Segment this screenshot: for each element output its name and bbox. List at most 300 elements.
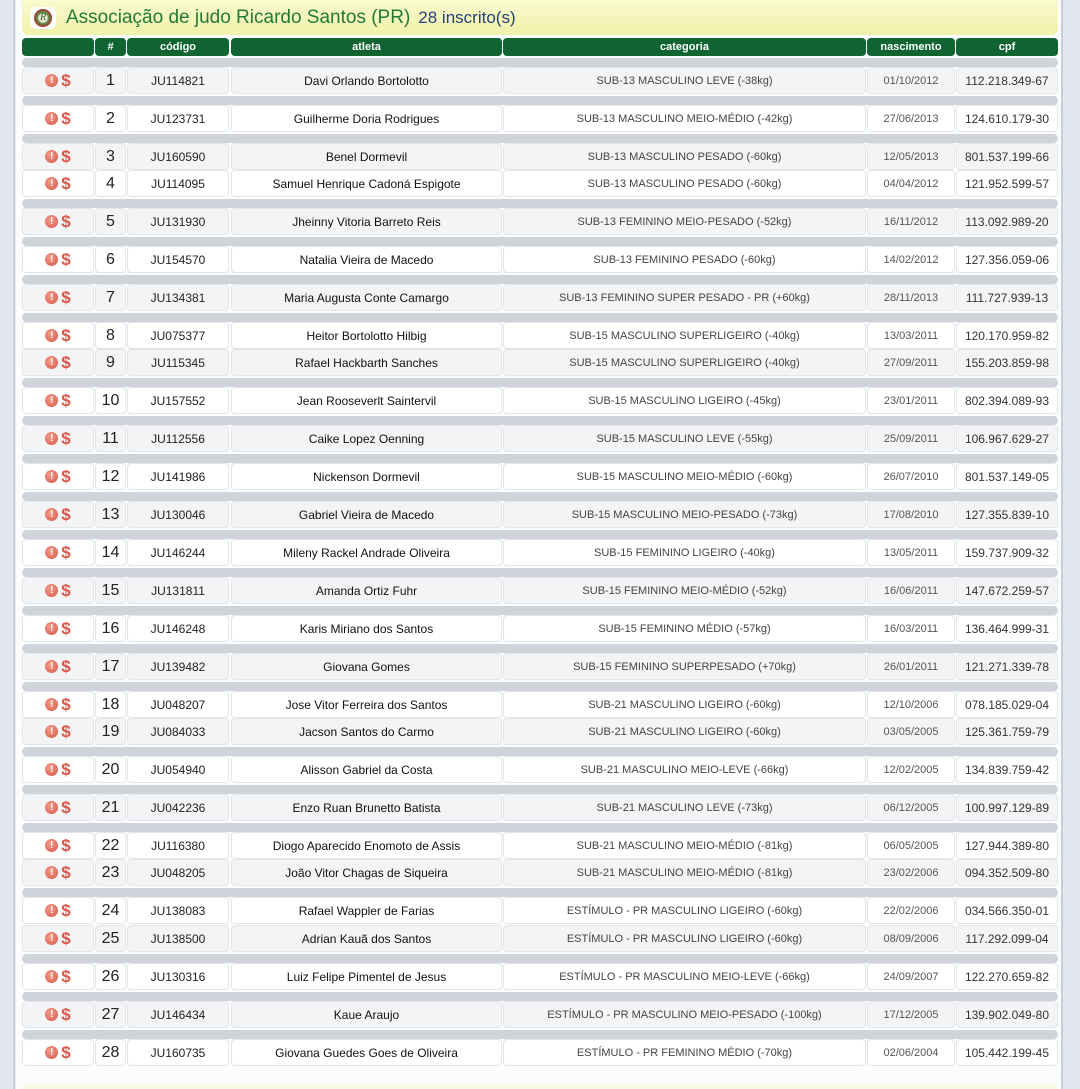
athlete-category: SUB-15 FEMININO MÉDIO (-57kg) — [503, 615, 866, 642]
athlete-name: João Vitor Chagas de Siqueira — [231, 859, 502, 886]
athlete-cpf: 127.944.389-80 — [956, 832, 1058, 859]
group-separator — [22, 199, 1058, 208]
table-row[interactable] — [22, 691, 1058, 718]
athlete-name: Davi Orlando Bortolotto — [231, 67, 502, 94]
athlete-code: JU146248 — [127, 615, 229, 642]
athlete-cpf: 106.967.629-27 — [956, 425, 1058, 452]
athlete-category: SUB-15 MASCULINO SUPERLIGEIRO (-40kg) — [503, 322, 866, 349]
row-number: 8 — [95, 322, 126, 349]
athlete-code: JU131930 — [127, 208, 229, 235]
athlete-birthdate: 25/09/2011 — [867, 425, 955, 452]
group-separator — [22, 992, 1058, 1001]
athlete-code: JU114821 — [127, 67, 229, 94]
athlete-cpf: 121.952.599-57 — [956, 170, 1058, 197]
athlete-name: Caike Lopez Oenning — [231, 425, 502, 452]
athlete-category: SUB-15 MASCULINO MEIO-PESADO (-73kg) — [503, 501, 866, 528]
athlete-birthdate: 02/06/2004 — [867, 1039, 955, 1066]
athlete-name: Enzo Ruan Brunetto Batista — [231, 794, 502, 821]
table-row[interactable] — [22, 143, 1058, 170]
club-logo — [30, 7, 56, 29]
alert-icon[interactable]: ! — [45, 432, 58, 445]
athlete-birthdate: 13/03/2011 — [867, 322, 955, 349]
table-row[interactable] — [22, 1001, 1058, 1028]
group-separator — [22, 1030, 1058, 1039]
alert-icon[interactable]: ! — [45, 1008, 58, 1021]
table-row[interactable] — [22, 425, 1058, 452]
athlete-birthdate: 27/06/2013 — [867, 105, 955, 132]
table-row[interactable] — [22, 615, 1058, 642]
athlete-code: JU138083 — [127, 897, 229, 924]
row-actions — [22, 463, 94, 490]
athlete-birthdate: 12/05/2013 — [867, 143, 955, 170]
athlete-birthdate: 04/04/2012 — [867, 170, 955, 197]
col-header-atleta[interactable]: atleta — [231, 38, 502, 56]
group-separator — [22, 237, 1058, 246]
athlete-name: Kaue Araujo — [231, 1001, 502, 1028]
group-separator — [22, 568, 1058, 577]
athlete-cpf: 112.218.349-67 — [956, 67, 1058, 94]
athlete-birthdate: 12/02/2005 — [867, 756, 955, 783]
table-row[interactable] — [22, 577, 1058, 604]
row-actions — [22, 208, 94, 235]
payment-dollar-icon[interactable]: $ — [61, 542, 71, 562]
table-row[interactable] — [22, 463, 1058, 490]
athlete-cpf: 113.092.989-20 — [956, 208, 1058, 235]
group-separator — [22, 747, 1058, 756]
alert-icon[interactable]: ! — [45, 150, 58, 163]
athlete-name: Mileny Rackel Andrade Oliveira — [231, 539, 502, 566]
payment-dollar-icon[interactable]: $ — [61, 966, 71, 986]
next-section-header — [22, 1083, 1058, 1089]
athlete-name: Nickenson Dormevil — [231, 463, 502, 490]
group-separator — [22, 823, 1058, 832]
athlete-category: SUB-15 MASCULINO MEIO-MÉDIO (-60kg) — [503, 463, 866, 490]
athlete-category: SUB-13 MASCULINO LEVE (-38kg) — [503, 67, 866, 94]
athlete-birthdate: 26/01/2011 — [867, 653, 955, 680]
row-number: 20 — [95, 756, 126, 783]
athlete-name: Benel Dormevil — [231, 143, 502, 170]
table-row[interactable] — [22, 832, 1058, 859]
athlete-name: Guilherme Doria Rodrigues — [231, 105, 502, 132]
athlete-cpf: 100.997.129-89 — [956, 794, 1058, 821]
athlete-category: SUB-21 MASCULINO MEIO-LEVE (-66kg) — [503, 756, 866, 783]
payment-dollar-icon[interactable]: $ — [61, 325, 71, 345]
row-actions — [22, 246, 94, 273]
table-row[interactable] — [22, 718, 1058, 745]
payment-dollar-icon[interactable]: $ — [61, 287, 71, 307]
alert-icon[interactable]: ! — [45, 394, 58, 407]
payment-dollar-icon[interactable]: $ — [61, 759, 71, 779]
payment-dollar-icon[interactable]: $ — [61, 428, 71, 448]
athlete-birthdate: 14/02/2012 — [867, 246, 955, 273]
payment-dollar-icon[interactable]: $ — [61, 504, 71, 524]
athlete-category: SUB-13 MASCULINO PESADO (-60kg) — [503, 143, 866, 170]
row-number: 21 — [95, 794, 126, 821]
athlete-birthdate: 17/12/2005 — [867, 1001, 955, 1028]
row-actions — [22, 170, 94, 197]
athlete-cpf: 105.442.199-45 — [956, 1039, 1058, 1066]
table-row[interactable] — [22, 246, 1058, 273]
row-actions — [22, 577, 94, 604]
table-row[interactable] — [22, 794, 1058, 821]
athlete-birthdate: 28/11/2013 — [867, 284, 955, 311]
athlete-birthdate: 06/05/2005 — [867, 832, 955, 859]
alert-icon[interactable]: ! — [45, 801, 58, 814]
row-number: 24 — [95, 897, 126, 924]
athlete-category: SUB-15 MASCULINO LIGEIRO (-45kg) — [503, 387, 866, 414]
athlete-birthdate: 16/11/2012 — [867, 208, 955, 235]
payment-dollar-icon[interactable]: $ — [61, 466, 71, 486]
table-row[interactable] — [22, 756, 1058, 783]
athlete-birthdate: 22/02/2006 — [867, 897, 955, 924]
athlete-code: JU042236 — [127, 794, 229, 821]
col-header-number[interactable]: # — [95, 38, 126, 56]
col-header-actions — [22, 38, 94, 56]
athlete-name: Luiz Felipe Pimentel de Jesus — [231, 963, 502, 990]
athlete-category: SUB-15 FEMININO LIGEIRO (-40kg) — [503, 539, 866, 566]
athlete-cpf: 034.566.350-01 — [956, 897, 1058, 924]
alert-icon[interactable]: ! — [45, 584, 58, 597]
row-number: 28 — [95, 1039, 126, 1066]
row-actions — [22, 539, 94, 566]
group-separator — [22, 275, 1058, 284]
alert-icon[interactable]: ! — [45, 1046, 58, 1059]
row-actions — [22, 925, 94, 952]
athlete-code: JU160590 — [127, 143, 229, 170]
alert-icon[interactable]: ! — [45, 839, 58, 852]
logo-emblem-icon: R — [34, 9, 52, 27]
payment-dollar-icon[interactable]: $ — [61, 211, 71, 231]
athlete-name: Diogo Aparecido Enomoto de Assis — [231, 832, 502, 859]
row-actions — [22, 322, 94, 349]
athlete-code: JU123731 — [127, 105, 229, 132]
row-actions — [22, 67, 94, 94]
payment-dollar-icon[interactable]: $ — [61, 656, 71, 676]
group-separator — [22, 58, 1058, 67]
row-number: 10 — [95, 387, 126, 414]
alert-icon[interactable]: ! — [45, 356, 58, 369]
athlete-code: JU157552 — [127, 387, 229, 414]
athlete-birthdate: 06/12/2005 — [867, 794, 955, 821]
col-header-cpf[interactable]: cpf — [956, 38, 1058, 56]
row-number: 3 — [95, 143, 126, 170]
athlete-cpf: 802.394.089-93 — [956, 387, 1058, 414]
athlete-code: JU134381 — [127, 284, 229, 311]
table-row[interactable] — [22, 67, 1058, 94]
alert-icon[interactable]: ! — [45, 866, 58, 879]
athlete-birthdate: 16/06/2011 — [867, 577, 955, 604]
athlete-category: ESTÍMULO - PR MASCULINO MEIO-PESADO (-100kg) — [503, 1001, 866, 1028]
club-header — [22, 0, 1058, 35]
athlete-category: SUB-13 MASCULINO MEIO-MÉDIO (-42kg) — [503, 105, 866, 132]
athlete-name: Rafael Wappler de Farias — [231, 897, 502, 924]
row-number: 25 — [95, 925, 126, 952]
payment-dollar-icon[interactable]: $ — [61, 146, 71, 166]
group-separator — [22, 96, 1058, 105]
athlete-name: Samuel Henrique Cadoná Espigote — [231, 170, 502, 197]
alert-icon[interactable]: ! — [45, 698, 58, 711]
athlete-category: SUB-21 MASCULINO LEVE (-73kg) — [503, 794, 866, 821]
athlete-cpf: 124.610.179-30 — [956, 105, 1058, 132]
athlete-category: SUB-21 MASCULINO LIGEIRO (-60kg) — [503, 691, 866, 718]
row-actions — [22, 143, 94, 170]
athlete-cpf: 094.352.509-80 — [956, 859, 1058, 886]
athlete-code: JU154570 — [127, 246, 229, 273]
payment-dollar-icon[interactable]: $ — [61, 108, 71, 128]
row-actions — [22, 1039, 94, 1066]
group-separator — [22, 416, 1058, 425]
athlete-code: JU160735 — [127, 1039, 229, 1066]
row-actions — [22, 832, 94, 859]
row-actions — [22, 501, 94, 528]
table-row[interactable] — [22, 387, 1058, 414]
athlete-birthdate: 23/01/2011 — [867, 387, 955, 414]
row-number: 9 — [95, 349, 126, 376]
payment-dollar-icon[interactable]: $ — [61, 618, 71, 638]
athlete-code: JU075377 — [127, 322, 229, 349]
table-row[interactable] — [22, 1039, 1058, 1066]
payment-dollar-icon[interactable]: $ — [61, 862, 71, 882]
payment-dollar-icon[interactable]: $ — [61, 580, 71, 600]
athlete-name: Jose Vitor Ferreira dos Santos — [231, 691, 502, 718]
table-row[interactable] — [22, 539, 1058, 566]
group-separator — [22, 454, 1058, 463]
group-separator — [22, 492, 1058, 501]
athlete-category: SUB-21 MASCULINO MEIO-MÉDIO (-81kg) — [503, 859, 866, 886]
athlete-code: JU048207 — [127, 691, 229, 718]
athlete-category: ESTÍMULO - PR MASCULINO LIGEIRO (-60kg) — [503, 925, 866, 952]
payment-dollar-icon[interactable]: $ — [61, 900, 71, 920]
athlete-cpf: 136.464.999-31 — [956, 615, 1058, 642]
row-actions — [22, 897, 94, 924]
athlete-category: ESTÍMULO - PR MASCULINO MEIO-LEVE (-66kg) — [503, 963, 866, 990]
athlete-code: JU112556 — [127, 425, 229, 452]
row-actions — [22, 718, 94, 745]
row-number: 7 — [95, 284, 126, 311]
athlete-code: JU146244 — [127, 539, 229, 566]
row-number: 26 — [95, 963, 126, 990]
alert-icon[interactable]: ! — [45, 546, 58, 559]
athlete-cpf: 147.672.259-57 — [956, 577, 1058, 604]
alert-icon[interactable]: ! — [45, 932, 58, 945]
athlete-cpf: 801.537.199-66 — [956, 143, 1058, 170]
alert-icon[interactable]: ! — [45, 970, 58, 983]
athlete-category: ESTÍMULO - PR MASCULINO LIGEIRO (-60kg) — [503, 897, 866, 924]
club-title: Associação de judo Ricardo Santos (PR) — [66, 6, 411, 28]
athlete-cpf: 139.902.049-80 — [956, 1001, 1058, 1028]
alert-icon[interactable]: ! — [45, 904, 58, 917]
athlete-birthdate: 26/07/2010 — [867, 463, 955, 490]
athlete-cpf: 134.839.759-42 — [956, 756, 1058, 783]
athlete-code: JU084033 — [127, 718, 229, 745]
athlete-name: Giovana Guedes Goes de Oliveira — [231, 1039, 502, 1066]
alert-icon[interactable]: ! — [45, 74, 58, 87]
row-number: 6 — [95, 246, 126, 273]
athlete-name: Jean Rooseverlt Saintervil — [231, 387, 502, 414]
payment-dollar-icon[interactable]: $ — [61, 1004, 71, 1024]
alert-icon[interactable]: ! — [45, 508, 58, 521]
athlete-name: Amanda Ortiz Fuhr — [231, 577, 502, 604]
row-number: 15 — [95, 577, 126, 604]
athlete-cpf: 120.170.959-82 — [956, 322, 1058, 349]
athlete-cpf: 159.737.909-32 — [956, 539, 1058, 566]
row-actions — [22, 425, 94, 452]
table-row[interactable] — [22, 284, 1058, 311]
group-separator — [22, 378, 1058, 387]
athlete-name: Jheinny Vitoria Barreto Reis — [231, 208, 502, 235]
row-number: 27 — [95, 1001, 126, 1028]
athlete-name: Natalia Vieira de Macedo — [231, 246, 502, 273]
athlete-cpf: 121.271.339-78 — [956, 653, 1058, 680]
payment-dollar-icon[interactable]: $ — [61, 928, 71, 948]
row-number: 12 — [95, 463, 126, 490]
col-header-codigo[interactable]: código — [127, 38, 229, 56]
athlete-cpf: 127.355.839-10 — [956, 501, 1058, 528]
payment-dollar-icon[interactable]: $ — [61, 70, 71, 90]
athlete-birthdate: 23/02/2006 — [867, 859, 955, 886]
athlete-cpf: 111.727.939-13 — [956, 284, 1058, 311]
row-number: 22 — [95, 832, 126, 859]
row-actions — [22, 349, 94, 376]
table-row[interactable] — [22, 349, 1058, 376]
table-row[interactable] — [22, 897, 1058, 924]
group-separator — [22, 644, 1058, 653]
row-actions — [22, 387, 94, 414]
row-number: 16 — [95, 615, 126, 642]
table-row[interactable] — [22, 859, 1058, 886]
row-number: 17 — [95, 653, 126, 680]
payment-dollar-icon[interactable]: $ — [61, 390, 71, 410]
row-actions — [22, 691, 94, 718]
table-row[interactable] — [22, 501, 1058, 528]
athlete-code: JU054940 — [127, 756, 229, 783]
alert-icon[interactable]: ! — [45, 112, 58, 125]
row-number: 2 — [95, 105, 126, 132]
col-header-nascimento[interactable]: nascimento — [867, 38, 955, 56]
athlete-birthdate: 13/05/2011 — [867, 539, 955, 566]
athlete-name: Alisson Gabriel da Costa — [231, 756, 502, 783]
athlete-category: SUB-15 FEMININO SUPERPESADO (+70kg) — [503, 653, 866, 680]
athlete-name: Maria Augusta Conte Camargo — [231, 284, 502, 311]
group-separator — [22, 888, 1058, 897]
athlete-name: Giovana Gomes — [231, 653, 502, 680]
group-separator — [22, 134, 1058, 143]
athlete-code: JU139482 — [127, 653, 229, 680]
athlete-code: JU141986 — [127, 463, 229, 490]
row-actions — [22, 794, 94, 821]
athlete-cpf: 122.270.659-82 — [956, 963, 1058, 990]
table-row[interactable] — [22, 208, 1058, 235]
athlete-code: JU114095 — [127, 170, 229, 197]
alert-icon[interactable]: ! — [45, 725, 58, 738]
row-actions — [22, 859, 94, 886]
athlete-category: SUB-13 MASCULINO PESADO (-60kg) — [503, 170, 866, 197]
athlete-name: Karis Miriano dos Santos — [231, 615, 502, 642]
athlete-code: JU130316 — [127, 963, 229, 990]
row-number: 13 — [95, 501, 126, 528]
alert-icon[interactable]: ! — [45, 470, 58, 483]
athlete-category: SUB-21 MASCULINO LIGEIRO (-60kg) — [503, 718, 866, 745]
payment-dollar-icon[interactable]: $ — [61, 835, 71, 855]
alert-icon[interactable]: ! — [45, 329, 58, 342]
table-row[interactable] — [22, 963, 1058, 990]
alert-icon[interactable]: ! — [45, 215, 58, 228]
athlete-birthdate: 01/10/2012 — [867, 67, 955, 94]
alert-icon[interactable]: ! — [45, 660, 58, 673]
athlete-birthdate: 24/09/2007 — [867, 963, 955, 990]
payment-dollar-icon[interactable]: $ — [61, 352, 71, 372]
table-row[interactable] — [22, 322, 1058, 349]
alert-icon[interactable]: ! — [45, 177, 58, 190]
payment-dollar-icon[interactable]: $ — [61, 721, 71, 741]
athlete-name: Rafael Hackbarth Sanches — [231, 349, 502, 376]
athlete-name: Heitor Bortolotto Hilbig — [231, 322, 502, 349]
athlete-name: Adrian Kauã dos Santos — [231, 925, 502, 952]
table-row[interactable] — [22, 653, 1058, 680]
row-actions — [22, 615, 94, 642]
alert-icon[interactable]: ! — [45, 291, 58, 304]
athlete-code: JU138500 — [127, 925, 229, 952]
group-separator — [22, 606, 1058, 615]
athlete-code: JU116380 — [127, 832, 229, 859]
group-separator — [22, 682, 1058, 691]
athlete-cpf: 127.356.059-06 — [956, 246, 1058, 273]
row-actions — [22, 1001, 94, 1028]
left-gutter — [0, 0, 15, 1089]
athlete-category: SUB-15 FEMININO MEIO-MÉDIO (-52kg) — [503, 577, 866, 604]
athlete-category: SUB-13 FEMININO MEIO-PESADO (-52kg) — [503, 208, 866, 235]
athlete-name: Gabriel Vieira de Macedo — [231, 501, 502, 528]
group-separator — [22, 954, 1058, 963]
athlete-code: JU130046 — [127, 501, 229, 528]
row-number: 11 — [95, 425, 126, 452]
athlete-cpf: 125.361.759-79 — [956, 718, 1058, 745]
table-row[interactable] — [22, 105, 1058, 132]
athlete-birthdate: 03/05/2005 — [867, 718, 955, 745]
group-separator — [22, 313, 1058, 322]
payment-dollar-icon[interactable]: $ — [61, 1042, 71, 1062]
row-actions — [22, 756, 94, 783]
payment-dollar-icon[interactable]: $ — [61, 249, 71, 269]
payment-dollar-icon[interactable]: $ — [61, 694, 71, 714]
row-number: 23 — [95, 859, 126, 886]
athlete-code: JU115345 — [127, 349, 229, 376]
row-actions — [22, 105, 94, 132]
athlete-birthdate: 12/10/2006 — [867, 691, 955, 718]
alert-icon[interactable]: ! — [45, 763, 58, 776]
group-separator — [22, 530, 1058, 539]
scrollbar[interactable] — [1061, 0, 1080, 1089]
payment-dollar-icon[interactable]: $ — [61, 797, 71, 817]
alert-icon[interactable]: ! — [45, 622, 58, 635]
row-actions — [22, 963, 94, 990]
athlete-category: SUB-15 MASCULINO LEVE (-55kg) — [503, 425, 866, 452]
athlete-cpf: 801.537.149-05 — [956, 463, 1058, 490]
table-row[interactable] — [22, 925, 1058, 952]
athlete-cpf: 155.203.859-98 — [956, 349, 1058, 376]
col-header-categoria[interactable]: categoria — [503, 38, 866, 56]
athlete-birthdate: 17/08/2010 — [867, 501, 955, 528]
athlete-birthdate: 27/09/2011 — [867, 349, 955, 376]
alert-icon[interactable]: ! — [45, 253, 58, 266]
group-separator — [22, 785, 1058, 794]
athlete-birthdate: 08/09/2006 — [867, 925, 955, 952]
payment-dollar-icon[interactable]: $ — [61, 173, 71, 193]
table-row[interactable] — [22, 170, 1058, 197]
athlete-code: JU048205 — [127, 859, 229, 886]
athlete-cpf: 117.292.099-04 — [956, 925, 1058, 952]
row-number: 4 — [95, 170, 126, 197]
